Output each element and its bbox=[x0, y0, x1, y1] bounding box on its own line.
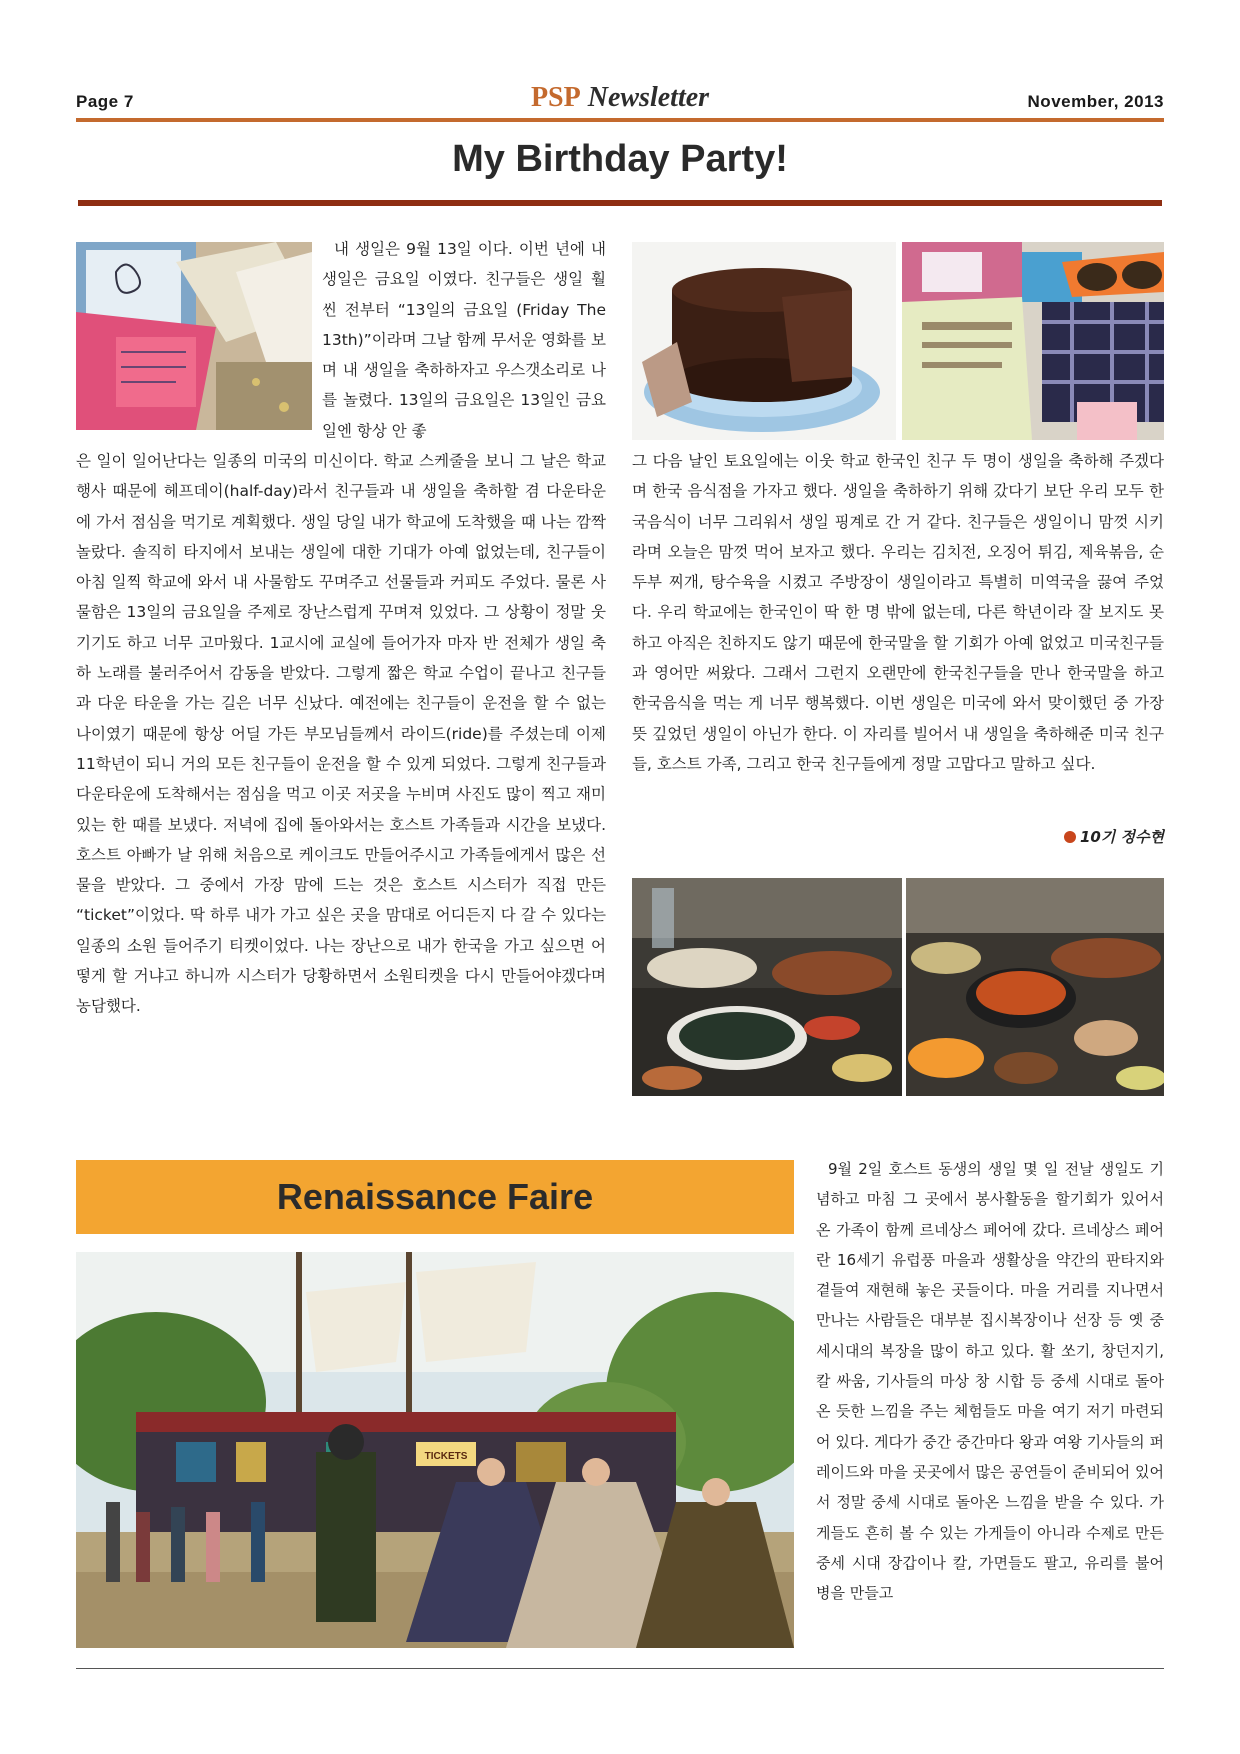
birthday-title-rule bbox=[78, 200, 1162, 206]
birthday-intro: 내 생일은 9월 13일 이다. 이번 년에 내 생일은 금요일 이였다. 친구들은 생일 훨씬 전부터 “13일의 금요일 (Friday The 13th)”이라며 그날 함께 무서운 영화를 보며 내 생일을 축하하자고 우스갯소리로 나를 놀렸다. 13일의 금요일은 13일인 금요일엔 항상 안 좋 bbox=[322, 240, 606, 440]
renaissance-title: Renaissance Faire bbox=[276, 1176, 594, 1217]
tickets-sign: TICKETS bbox=[424, 1451, 468, 1462]
birthday-body-left: 은 일이 일어난다는 일종의 미국의 미신이다. 학교 스케줄을 보니 그 날은 학교 행사 때문에 헤프데이(half-day)라서 친구들과 내 생일을 축하할 겸 다운타운에 가서 점심을 먹기로 계획했다. 생일 당일 내가 학교에 도착했을 때 나는 깜짝 놀랐다. 솔직히 타지에서 보내는 생일에 대한 기대가 아예 없었는데, 친구들이 아침 일찍 학교에 와서 내 사물함도 꾸며주고 선물들과 커피도 주었다. 물론 사물함은 13일의 금요일을 주제로 장난스럽게 꾸며져 있었다. 그 상황이 정말 웃기기도 하고 너무 고마웠다. 1교시에 교실에 들어가자 마자 반 전체가 생일 축하 노래를 불러주어서 감동을 받았다. 그렇게 짧은 학교 수업이 끝나고 친구들과 다운 타운을 가는 길은 너무 신났다. 예전에는 친구들이 운전을 할 수 없는 나이였기 때문에 항상 어딜 가든 부모님들께서 라이드(ride)를 주셨는데 이제 11학년이 되니 거의 모든 친구들이 운전을 할 수 있게 되었다. 그렇게 친구들과 다운타운에 도착해서는 점심을 먹고 이곳 저곳을 누비며 사진도 많이 찍고 재미있는 한 때를 보냈다. 저녁에 집에 돌아와서는 호스트 가족들과 시간을 보냈다. 호스트 아빠가 날 위해 처음으로 케이크도 만들어주시고 가족들에게서 많은 선물을 받았다. 그 중에서 가장 맘에 드는 것은 호스트 시스터가 직접 만든 “ticket”이었다. 딱 하루 내가 가고 싶은 곳을 맘대로 어디든지 다 갈 수 있다는 일종의 소원 들어주기 티켓이었다. 나는 장난으로 내가 한국을 가고 싶으면 어떻게 할 거냐고 하니까 시스터가 당황하면서 소원티켓을 다시 만들어야겠다며 농담했다. bbox=[76, 452, 606, 1016]
korean-food-photo-2 bbox=[906, 878, 1164, 1096]
birthday-cards-photo bbox=[76, 242, 312, 430]
newsletter-brand: PSP bbox=[530, 82, 581, 113]
renaissance-body: 9월 2일 호스트 동생의 생일 몇 일 전날 생일도 기념하고 마침 그 곳에서 봉사활동을 할기회가 있어서 온 가족이 함께 르네상스 페어에 갔다. 르네상스 페어란 16세기 유럽풍 마을과 생활상을 약간의 판타지와 곁들여 재현해 놓은 곳들이다. 마을 거리를 지나면서 만나는 사람들은 대부분 집시복장이나 선장 등 옛 중세시대의 복장을 많이 하고 있다. 활 쏘기, 창던지기, 칼 싸움, 기사들의 마상 창 시합 등 중세 시대로 돌아온 듯한 느낌을 주는 체험들도 마을 여기 저기 마련되어 있다. 게다가 중간 중간마다 왕과 여왕 기사들의 퍼레이드와 마을 곳곳에서 많은 공연들이 준비되어 있어서 정말 중세 시대로 돌아온 느낌을 받을 수 있다. 가게들도 흔히 볼 수 있는 가게들이 아니라 수제로 만든 중세 시대 장갑이나 칼, 가면들도 팔고, 유리를 불어 병을 만들고 bbox=[816, 1160, 1164, 1603]
page-number: Page 7 bbox=[76, 92, 134, 111]
author-name: 10기 정수현 bbox=[1079, 828, 1164, 846]
issue-date: November, 2013 bbox=[1027, 92, 1164, 111]
birthday-body-right: 그 다음 날인 토요일에는 이웃 학교 한국인 친구 두 명이 생일을 축하해 주겠다며 한국 음식점을 가자고 했다. 생일을 축하하기 위해 갔다기 보단 우리 모두 한국음식이 너무 그리워서 생일 핑계로 간 거 같다. 친구들은 생일이니 맘껏 시키라며 오늘은 맘껏 먹어 보자고 했다. 우리는 김치전, 오징어 튀김, 제육볶음, 순두부 찌개, 탕수육을 시켰고 주방장이 생일이라고 특별히 미역국을 끓여 주었다. 우리 학교에는 한국인이 딱 한 명 밖에 없는데, 다른 학년이라 잘 보지도 못하고 아직은 친하지도 않기 때문에 한국말을 할 기회가 아예 없었고 미국친구들과 영어만 써왔다. 그래서 그런지 오랜만에 한국친구들을 만나 한국말을 하고 한국음식을 먹는 게 너무 행복했다. 이번 생일은 미국에 와서 맞이했던 중 가장 뜻 깊었던 생일이 아닌가 한다. 이 자리를 빌어서 내 생일을 축하해준 미국 친구들, 호스트 가족, 그리고 한국 친구들에게 정말 고맙다고 말하고 싶다. bbox=[632, 452, 1164, 773]
header-rule bbox=[76, 118, 1164, 122]
author-signature bbox=[1064, 826, 1164, 847]
renaissance-faire-photo bbox=[76, 1252, 794, 1648]
footer-rule bbox=[76, 1668, 1164, 1669]
newsletter-name: Newsletter bbox=[587, 82, 710, 113]
korean-food-photo-1 bbox=[632, 878, 902, 1096]
gifts-photo bbox=[902, 242, 1164, 440]
cake-photo bbox=[632, 242, 896, 440]
bullet-dot-icon bbox=[1064, 831, 1076, 843]
birthday-title: My Birthday Party! bbox=[452, 138, 788, 180]
